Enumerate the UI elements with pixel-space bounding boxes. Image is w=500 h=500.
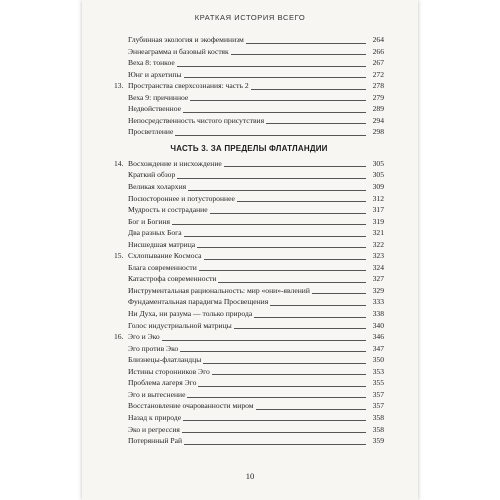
toc-title: Пространства сверхсознания: часть 2: [128, 81, 249, 91]
toc-title: Истины сторонников Эго: [128, 366, 210, 376]
toc-page-number: 321: [372, 228, 384, 238]
toc-page-number: 355: [372, 378, 384, 388]
toc-entry: [114, 366, 384, 378]
table-of-contents: [114, 34, 384, 447]
toc-chapter-entry: [114, 158, 384, 170]
toc-title: Эго против Эко: [128, 343, 179, 353]
toc-chapter-number: 13.: [114, 81, 124, 91]
toc-page-number: 340: [372, 320, 384, 330]
toc-entry: [114, 227, 384, 239]
toc-title: Восхождение и нисхождение: [128, 158, 222, 168]
toc-page-number: 298: [372, 127, 384, 137]
toc-page-number: 317: [372, 205, 384, 215]
toc-page-number: 357: [372, 401, 384, 411]
toc-entry: [114, 308, 384, 320]
toc-title: Эко и регрессия: [128, 424, 180, 434]
toc-page-number: 347: [372, 343, 384, 353]
toc-page-number: 322: [372, 239, 384, 249]
toc-entry: [114, 193, 384, 205]
toc-title: Ни Духа, ни разума — только природа: [128, 309, 253, 319]
toc-title: Недвойственное: [128, 104, 182, 114]
toc-chapter-number: 14.: [114, 158, 124, 168]
toc-title: Потерянный Рай: [128, 436, 183, 446]
toc-chapter-number: 16.: [114, 332, 124, 342]
toc-title: Инструментальная рациональность: мир «они»-явлений: [128, 285, 310, 295]
toc-entry: [114, 115, 384, 127]
toc-title: Катастрофа современности: [128, 274, 217, 284]
toc-page-number: 358: [372, 412, 384, 422]
toc-entry: [114, 389, 384, 401]
toc-title: Схлопывание Космоса: [128, 251, 202, 261]
toc-page-number: 264: [372, 35, 384, 44]
toc-entry: [114, 46, 384, 58]
toc-page-number: 324: [372, 262, 384, 272]
toc-page-number: 267: [372, 58, 384, 68]
toc-page-number: 266: [372, 46, 384, 56]
toc-title: Бог и Богиня: [128, 216, 171, 226]
toc-entry: [114, 424, 384, 436]
toc-page-number: 312: [372, 193, 384, 203]
toc-entry: [114, 126, 384, 138]
toc-title: Фундаментальная парадигма Просвещения: [128, 297, 269, 307]
toc-title: Восстановление очарованности миром: [128, 401, 254, 411]
toc-entry: [114, 92, 384, 104]
toc-page-number: 319: [372, 216, 384, 226]
toc-page-number: 309: [372, 182, 384, 192]
toc-title: Два разных Бога: [128, 228, 182, 238]
toc-title: Эго и Эко: [128, 332, 160, 342]
toc-page-number: 294: [372, 115, 384, 125]
toc-page-number: 272: [372, 69, 384, 79]
toc-page-number: 329: [372, 285, 384, 295]
toc-title: Просветление: [128, 127, 174, 137]
toc-entry: [114, 34, 384, 46]
running-head: КРАТКАЯ ИСТОРИЯ ВСЕГО: [194, 13, 306, 22]
toc-title: Веха 8: тонкое: [128, 58, 175, 68]
toc-page-number: 358: [372, 424, 384, 434]
toc-page-number: 333: [372, 297, 384, 307]
toc-entry: [114, 377, 384, 389]
toc-entry: [114, 285, 384, 297]
toc-page-number: 357: [372, 389, 384, 399]
toc-chapter-number: 15.: [114, 251, 124, 261]
toc-page-number: 346: [372, 332, 384, 342]
toc-entry: [114, 354, 384, 366]
toc-page-number: 350: [372, 355, 384, 365]
toc-entry: [114, 103, 384, 115]
toc-title: Нисшедшая матрица: [128, 239, 196, 249]
toc-page-number: 353: [372, 366, 384, 376]
toc-title: Мудрость и сострадание: [128, 205, 208, 215]
toc-entry: [114, 320, 384, 332]
toc-entry: [114, 262, 384, 274]
toc-title: Проблема лагеря Эго: [128, 378, 197, 388]
toc-title: Великая холархия: [128, 182, 187, 192]
toc-title: Голос индустриальной матрицы: [128, 320, 232, 330]
toc-page-number: 327: [372, 274, 384, 284]
toc-entry: [114, 239, 384, 251]
toc-page-number: 279: [372, 92, 384, 102]
toc-page-number: 278: [372, 81, 384, 91]
toc-entry: [114, 343, 384, 355]
toc-chapter-entry: [114, 80, 384, 92]
toc-entry: [114, 216, 384, 228]
toc-title: Назад к природе: [128, 412, 182, 422]
toc-title: Глубинная экология и экофеминизм: [128, 35, 244, 44]
toc-entry: [114, 435, 384, 447]
toc-title: Блага современности: [128, 262, 197, 272]
toc-title: Непосредственность чистого присутствия: [128, 115, 265, 125]
toc-entry: [114, 273, 384, 285]
toc-page-number: 338: [372, 309, 384, 319]
toc-page-number: 305: [372, 170, 384, 180]
toc-entry: [114, 412, 384, 424]
toc-title: Близнецы-флатландцы: [128, 355, 202, 365]
toc-page-number: 323: [372, 251, 384, 261]
toc-title: Краткий обзор: [128, 170, 176, 180]
toc-entry: [114, 69, 384, 81]
toc-leader-line: [128, 340, 366, 341]
toc-title: Эннеаграмма и базовый костяк: [128, 46, 229, 56]
toc-entry: [114, 296, 384, 308]
toc-title: Юнг и архетипы: [128, 69, 182, 79]
toc-title: Эго и вытеснение: [128, 389, 186, 399]
book-page: [82, 0, 418, 500]
page-number: 10: [245, 471, 255, 481]
toc-page-number: 305: [372, 158, 384, 168]
toc-entry: [114, 57, 384, 69]
toc-entry: [114, 169, 384, 181]
toc-page-number: 359: [372, 436, 384, 446]
toc-title: Посюстороннее и потустороннее: [128, 193, 235, 203]
toc-title: Веха 9: причинное: [128, 92, 189, 102]
toc-chapter-entry: [114, 250, 384, 262]
toc-page-number: 289: [372, 104, 384, 114]
toc-entry: [114, 181, 384, 193]
toc-entry: [114, 204, 384, 216]
toc-chapter-entry: [114, 331, 384, 343]
part-heading: ЧАСТЬ 3. ЗА ПРЕДЕЛЫ ФЛАТЛАНДИИ: [170, 143, 328, 153]
toc-entry: [114, 400, 384, 412]
